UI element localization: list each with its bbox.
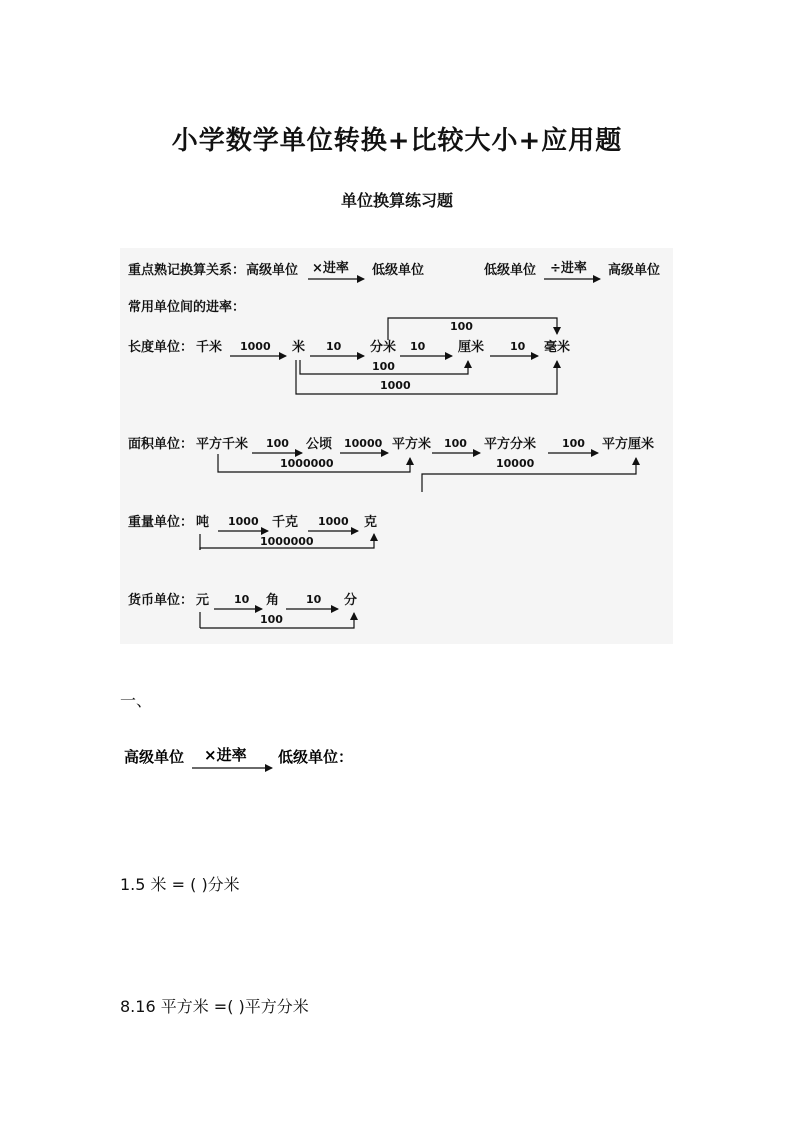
divide-rate-label: ÷进率 bbox=[550, 261, 587, 276]
length-unit-km: 千米 bbox=[196, 340, 223, 355]
weight-label: 重量单位： bbox=[128, 515, 194, 530]
currency-unit-jiao: 角 bbox=[266, 593, 280, 608]
weight-rate-kg-g: 1000 bbox=[318, 515, 349, 528]
length-unit-cm: 厘米 bbox=[458, 340, 485, 355]
area-unit-ha: 公顷 bbox=[306, 437, 333, 452]
area-rate-km2-ha: 100 bbox=[266, 437, 289, 450]
high-unit-label-2: 高级单位 bbox=[608, 263, 661, 278]
rule-high-unit: 高级单位 bbox=[124, 748, 185, 766]
area-rate-ha-m2: 10000 bbox=[344, 437, 383, 450]
question-1: 1.5 米 = ( )分米 bbox=[120, 875, 240, 894]
unit-conversion-figure bbox=[120, 248, 673, 644]
area-unit-dm2: 平方分米 bbox=[484, 437, 537, 452]
currency-span-yuan-fen: 100 bbox=[260, 613, 283, 626]
page-subtitle: 单位换算练习题 bbox=[340, 191, 453, 210]
rule-low-unit: 低级单位： bbox=[278, 748, 354, 766]
weight-rate-t-kg: 1000 bbox=[228, 515, 259, 528]
currency-unit-yuan: 元 bbox=[196, 593, 210, 608]
high-unit-label: 高级单位 bbox=[246, 263, 299, 278]
area-span-km2-m2: 1000000 bbox=[280, 457, 334, 470]
area-span-m2-cm2: 10000 bbox=[496, 457, 535, 470]
length-unit-mm: 毫米 bbox=[544, 340, 571, 355]
area-rate-m2-dm2: 100 bbox=[444, 437, 467, 450]
weight-span-t-g: 1000000 bbox=[260, 535, 314, 548]
area-unit-km2: 平方千米 bbox=[196, 437, 249, 452]
length-rate-km-m: 1000 bbox=[240, 340, 271, 353]
area-unit-m2: 平方米 bbox=[392, 437, 432, 452]
weight-unit-g: 克 bbox=[364, 515, 378, 530]
low-unit-label: 低级单位 bbox=[372, 263, 425, 278]
rule-diagram bbox=[118, 738, 368, 778]
area-label: 面积单位： bbox=[128, 437, 194, 452]
conversion-rule bbox=[118, 738, 368, 778]
currency-rate-yuan-jiao: 10 bbox=[234, 593, 250, 606]
length-span-m-cm: 100 bbox=[372, 360, 395, 373]
length-span-m-mm: 1000 bbox=[380, 379, 411, 392]
bracket-m-mm bbox=[296, 360, 557, 394]
area-rate-dm2-cm2: 100 bbox=[562, 437, 585, 450]
length-unit-m: 米 bbox=[292, 340, 306, 355]
question-2: 8.16 平方米 =( )平方分米 bbox=[120, 997, 309, 1016]
area-unit-cm2: 平方厘米 bbox=[602, 437, 655, 452]
length-unit-dm: 分米 bbox=[370, 340, 397, 355]
currency-label: 货币单位： bbox=[128, 593, 194, 608]
common-rates-label: 常用单位间的进率： bbox=[128, 300, 246, 315]
length-rate-cm-mm: 10 bbox=[510, 340, 526, 353]
length-span-dm-mm: 100 bbox=[450, 320, 473, 333]
low-unit-label-2: 低级单位 bbox=[484, 263, 537, 278]
weight-unit-t: 吨 bbox=[196, 515, 210, 530]
times-rate-label: ×进率 bbox=[312, 261, 349, 276]
length-rate-dm-cm: 10 bbox=[410, 340, 426, 353]
weight-unit-kg: 千克 bbox=[272, 515, 299, 530]
currency-rate-jiao-fen: 10 bbox=[306, 593, 322, 606]
rule-operation: ×进率 bbox=[204, 746, 247, 764]
page-title: 小学数学单位转换+比较大小+应用题 bbox=[171, 126, 623, 156]
conversion-diagram bbox=[120, 248, 673, 644]
length-label: 长度单位： bbox=[128, 340, 194, 355]
key-relation-label: 重点熟记换算关系： bbox=[128, 263, 246, 278]
currency-unit-fen: 分 bbox=[344, 593, 358, 608]
length-rate-m-dm: 10 bbox=[326, 340, 342, 353]
section-number: 一、 bbox=[120, 691, 153, 710]
